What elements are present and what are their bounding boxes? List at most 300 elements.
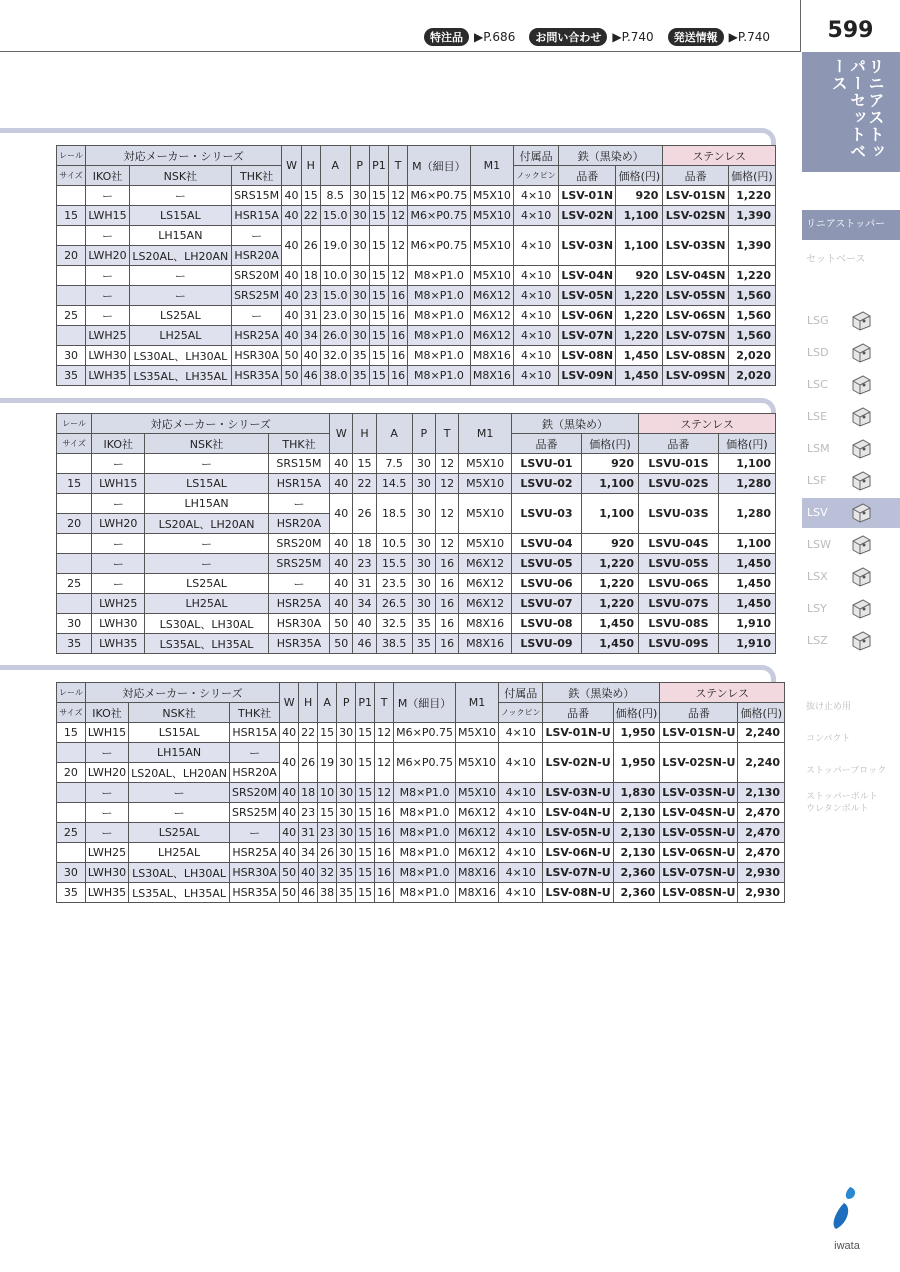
table-cell: M6X12 bbox=[470, 326, 513, 346]
table-cell: 40 bbox=[282, 286, 301, 306]
table-cell: M8×P1.0 bbox=[408, 306, 470, 326]
table-cell: 4×10 bbox=[499, 863, 543, 883]
table-cell: SRS25M bbox=[268, 554, 329, 574]
table-cell: 1,100 bbox=[582, 494, 639, 534]
table-cell: 23.0 bbox=[320, 306, 350, 326]
table-row bbox=[57, 474, 776, 494]
table-cell: 1,450 bbox=[718, 574, 775, 594]
table-cell: M6X12 bbox=[470, 286, 513, 306]
table-cell: M5X10 bbox=[459, 494, 512, 534]
table-cell: 26.5 bbox=[376, 594, 412, 614]
table-cell: 12 bbox=[389, 186, 408, 206]
table-cell: 4×10 bbox=[514, 206, 559, 226]
table-cell: HSR20A bbox=[231, 246, 282, 266]
sidebar-item-label: LSW bbox=[807, 538, 831, 551]
table-cell: 4×10 bbox=[514, 346, 559, 366]
table-cell: 2,360 bbox=[613, 863, 660, 883]
table-cell: LSV-02SN bbox=[663, 206, 728, 226]
th-maker: 対応メーカー・シリーズ bbox=[85, 683, 279, 703]
table-cell: ー bbox=[86, 286, 130, 306]
table-cell: 50 bbox=[280, 863, 299, 883]
table-cell: 46 bbox=[301, 366, 320, 386]
table-row bbox=[57, 883, 785, 903]
table-cell: 16 bbox=[389, 286, 408, 306]
table-cell: 920 bbox=[582, 534, 639, 554]
table-cell: LS15AL bbox=[145, 474, 269, 494]
section-divider-2 bbox=[0, 398, 762, 403]
table-cell: 1,910 bbox=[718, 614, 775, 634]
table-cell: M8×P1.0 bbox=[394, 863, 456, 883]
table-cell: LS15AL bbox=[129, 206, 231, 226]
table-cell: M8×P1.0 bbox=[394, 783, 456, 803]
table-cell: 1,560 bbox=[728, 306, 775, 326]
sidebar-section-set-base[interactable]: セットベース bbox=[806, 254, 866, 265]
table-cell: 1,450 bbox=[718, 554, 775, 574]
table-cell: 1,830 bbox=[613, 783, 660, 803]
table-cell: 40 bbox=[280, 783, 299, 803]
table-cell: LSVU-01S bbox=[639, 454, 719, 474]
table-cell: 50 bbox=[330, 634, 353, 654]
table-cell: 1,100 bbox=[616, 226, 663, 266]
table-cell: 30 bbox=[350, 306, 369, 326]
table-cell: 4×10 bbox=[499, 783, 543, 803]
table-cell: M5X10 bbox=[455, 783, 498, 803]
rail-size-cell bbox=[57, 286, 86, 306]
table-cell: 18 bbox=[299, 783, 318, 803]
sidebar-item-label: LSE bbox=[807, 410, 828, 423]
th-stainless: ステンレス bbox=[660, 683, 785, 703]
rail-size-cell: 20 bbox=[57, 246, 86, 266]
th-thk: THK社 bbox=[231, 166, 282, 186]
table-cell: 4×10 bbox=[499, 843, 543, 863]
table-cell: ー bbox=[129, 783, 230, 803]
table-cell: 10.0 bbox=[320, 266, 350, 286]
th-h: H bbox=[353, 414, 376, 454]
misc-block[interactable]: ストッパーブロック bbox=[806, 766, 887, 776]
table-cell: LSV-04N bbox=[559, 266, 616, 286]
table-cell: 1,560 bbox=[728, 286, 775, 306]
table-cell: 16 bbox=[389, 306, 408, 326]
table-row bbox=[57, 454, 776, 474]
table-cell: ー bbox=[92, 534, 145, 554]
table-cell: 32.0 bbox=[320, 346, 350, 366]
table-cell: ー bbox=[230, 823, 280, 843]
th-acc: 付属品 bbox=[514, 146, 559, 166]
table-cell: 2,130 bbox=[613, 823, 660, 843]
header-link-custom[interactable]: 特注品 ▶P.686 bbox=[424, 28, 515, 46]
table-cell: 23 bbox=[301, 286, 320, 306]
table-cell: 2,930 bbox=[738, 863, 785, 883]
table-cell: LS25AL bbox=[129, 306, 231, 326]
th-m: M（細目） bbox=[408, 146, 470, 186]
table-cell: 1,220 bbox=[728, 186, 775, 206]
table-cell: 40 bbox=[330, 594, 353, 614]
table-cell: LS30AL、LH30AL bbox=[129, 863, 230, 883]
table-cell: LWH30 bbox=[86, 346, 130, 366]
table-cell: 22 bbox=[301, 206, 320, 226]
table-cell: LSV-05SN-U bbox=[660, 823, 738, 843]
table-cell: 40 bbox=[280, 723, 299, 743]
table-cell: SRS20M bbox=[268, 534, 329, 554]
table-cell: 2,240 bbox=[738, 743, 785, 783]
table-cell: 15 bbox=[369, 226, 388, 266]
rail-size-cell bbox=[57, 226, 86, 246]
th-price-s: 価格(円) bbox=[718, 434, 775, 454]
th-p: P bbox=[337, 683, 356, 723]
table-cell: 30 bbox=[337, 843, 356, 863]
table-cell: ー bbox=[231, 306, 282, 326]
table-cell: 26.0 bbox=[320, 326, 350, 346]
table-cell: HSR35A bbox=[230, 883, 280, 903]
table-cell: M5X10 bbox=[470, 266, 513, 286]
table-cell: LSV-03SN bbox=[663, 226, 728, 266]
table-cell: LSV-05N-U bbox=[543, 823, 613, 843]
table-cell: M5X10 bbox=[455, 723, 498, 743]
table-row bbox=[57, 554, 776, 574]
table-cell: 1,220 bbox=[616, 326, 663, 346]
table-cell: 26 bbox=[353, 494, 376, 534]
table-cell: LS30AL、LH30AL bbox=[129, 346, 231, 366]
rail-size-cell: 35 bbox=[57, 634, 92, 654]
table-cell: M8×P1.0 bbox=[394, 843, 456, 863]
table-cell: 40 bbox=[282, 326, 301, 346]
table-cell: 2,130 bbox=[613, 843, 660, 863]
sidebar-item-lsz[interactable] bbox=[802, 626, 900, 656]
table-cell: HSR15A bbox=[268, 474, 329, 494]
table-cell: LSV-04N-U bbox=[543, 803, 613, 823]
misc-bolt[interactable]: ストッパーボルト ウレタンボルト bbox=[806, 792, 878, 814]
table-cell: 16 bbox=[375, 823, 394, 843]
table-cell: HSR30A bbox=[230, 863, 280, 883]
th-m: M（細目） bbox=[394, 683, 456, 723]
th-iron: 鉄（黒染め） bbox=[511, 414, 638, 434]
table-cell: 1,950 bbox=[613, 743, 660, 783]
table-cell: 2,470 bbox=[738, 803, 785, 823]
sidebar-item-lsc[interactable] bbox=[802, 370, 900, 400]
table-cell: 4×10 bbox=[499, 823, 543, 843]
table-cell: ー bbox=[268, 494, 329, 514]
th-w: W bbox=[280, 683, 299, 723]
table-cell: LS30AL、LH30AL bbox=[145, 614, 269, 634]
table-cell: 18.5 bbox=[376, 494, 412, 534]
table-cell: M6×P0.75 bbox=[408, 186, 470, 206]
table-cell: 38 bbox=[318, 883, 337, 903]
table-cell: M8X16 bbox=[455, 883, 498, 903]
table-cell: M8X16 bbox=[459, 614, 512, 634]
header-link-inquiry[interactable]: お問い合わせ ▶P.740 bbox=[529, 28, 653, 46]
table-row bbox=[57, 366, 776, 386]
table-cell: 23 bbox=[299, 803, 318, 823]
block-part-icon bbox=[850, 373, 872, 395]
table-cell: 12 bbox=[389, 206, 408, 226]
table-cell: LSVU-05S bbox=[639, 554, 719, 574]
table-cell: HSR25A bbox=[230, 843, 280, 863]
table-cell: LSV-01SN bbox=[663, 186, 728, 206]
table-cell: ー bbox=[145, 454, 269, 474]
table-cell: LSV-07N-U bbox=[543, 863, 613, 883]
table-cell: 1,450 bbox=[582, 634, 639, 654]
table-cell: 22 bbox=[299, 723, 318, 743]
table-cell: 30 bbox=[412, 554, 435, 574]
table-cell: 4×10 bbox=[514, 326, 559, 346]
table-cell: HSR20A bbox=[230, 763, 280, 783]
table-cell: 23.5 bbox=[376, 574, 412, 594]
table-cell: M8×P1.0 bbox=[394, 823, 456, 843]
spec-table-lsv-n-u bbox=[56, 682, 785, 903]
table-cell: LSVU-02S bbox=[639, 474, 719, 494]
table-cell: 40 bbox=[330, 554, 353, 574]
table-cell: 4×10 bbox=[514, 286, 559, 306]
table-cell: M6X12 bbox=[455, 823, 498, 843]
table-cell: 38.5 bbox=[376, 634, 412, 654]
table-row bbox=[57, 594, 776, 614]
sidebar-item-lsy[interactable] bbox=[802, 594, 900, 624]
table-cell: 1,950 bbox=[613, 723, 660, 743]
table-cell: LSV-06SN-U bbox=[660, 843, 738, 863]
sidebar-item-lsv[interactable] bbox=[802, 498, 900, 528]
th-iron: 鉄（黒染め） bbox=[543, 683, 660, 703]
sidebar-item-label: LSV bbox=[807, 506, 828, 519]
table-cell: 12 bbox=[436, 494, 459, 534]
table-cell: 30 bbox=[412, 474, 435, 494]
table-row bbox=[57, 326, 776, 346]
table-cell: M8×P1.0 bbox=[408, 286, 470, 306]
table-cell: HSR20A bbox=[268, 514, 329, 534]
header-link-shipping[interactable]: 発送情報 ▶P.740 bbox=[668, 28, 770, 46]
table-cell: M6X12 bbox=[455, 843, 498, 863]
spec-table-lsv-n bbox=[56, 145, 776, 386]
table-cell: 30 bbox=[337, 823, 356, 843]
table-cell: 16 bbox=[375, 863, 394, 883]
sidebar-item-lsm[interactable] bbox=[802, 434, 900, 464]
table-cell: 40 bbox=[353, 614, 376, 634]
table-cell: HSR25A bbox=[268, 594, 329, 614]
table-cell: 34 bbox=[299, 843, 318, 863]
th-p: P bbox=[412, 414, 435, 454]
table-cell: LWH25 bbox=[92, 594, 145, 614]
table-cell: HSR15A bbox=[231, 206, 282, 226]
sidebar-item-lsg[interactable] bbox=[802, 306, 900, 336]
table-cell: 1,220 bbox=[582, 594, 639, 614]
table-cell: LWH30 bbox=[85, 863, 128, 883]
th-t: T bbox=[436, 414, 459, 454]
table-cell: M8×P1.0 bbox=[408, 366, 470, 386]
th-part: 品番 bbox=[511, 434, 581, 454]
table-cell: 15 bbox=[369, 346, 388, 366]
th-p: P bbox=[350, 146, 369, 186]
table-cell: LSVU-06 bbox=[511, 574, 581, 594]
rail-size-cell bbox=[57, 186, 86, 206]
table-cell: LSV-01N-U bbox=[543, 723, 613, 743]
table-cell: 30 bbox=[350, 226, 369, 266]
table-row bbox=[57, 614, 776, 634]
table-cell: M8×P1.0 bbox=[394, 883, 456, 903]
th-part-s: 品番 bbox=[663, 166, 728, 186]
table-cell: 2,020 bbox=[728, 366, 775, 386]
table-cell: 4×10 bbox=[499, 883, 543, 903]
table-cell: HSR35A bbox=[231, 366, 282, 386]
th-price: 価格(円) bbox=[613, 703, 660, 723]
table-cell: LSV-04SN-U bbox=[660, 803, 738, 823]
th-part: 品番 bbox=[543, 703, 613, 723]
table-cell: LSV-05SN bbox=[663, 286, 728, 306]
table-cell: LWH15 bbox=[86, 206, 130, 226]
table-cell: 40 bbox=[330, 534, 353, 554]
misc-compact[interactable]: コンパクト bbox=[806, 734, 851, 744]
sidebar-item-lsx[interactable] bbox=[802, 562, 900, 592]
table-cell: 40 bbox=[282, 206, 301, 226]
table-cell: 1,220 bbox=[616, 306, 663, 326]
table-cell: M6X12 bbox=[459, 594, 512, 614]
th-knock: ノックピン bbox=[514, 166, 559, 186]
table-cell: 1,280 bbox=[718, 494, 775, 534]
table-cell: 2,470 bbox=[738, 843, 785, 863]
th-price-s: 価格(円) bbox=[738, 703, 785, 723]
table-cell: 30 bbox=[350, 206, 369, 226]
table-row bbox=[57, 226, 776, 246]
table-cell: M8×P1.0 bbox=[394, 803, 456, 823]
table-cell: 26 bbox=[318, 843, 337, 863]
sidebar-item-label: LSC bbox=[807, 378, 828, 391]
th-w: W bbox=[330, 414, 353, 454]
table-cell: ー bbox=[92, 554, 145, 574]
table-cell: 18 bbox=[301, 266, 320, 286]
table-cell: 35 bbox=[350, 346, 369, 366]
table-cell: 35 bbox=[337, 883, 356, 903]
th-price: 価格(円) bbox=[582, 434, 639, 454]
table-cell: LH15AN bbox=[129, 226, 231, 246]
th-thk: THK社 bbox=[268, 434, 329, 454]
table-cell: M6×P0.75 bbox=[408, 206, 470, 226]
table-cell: LWH35 bbox=[92, 634, 145, 654]
table-cell: SRS25M bbox=[231, 286, 282, 306]
table-cell: LWH25 bbox=[85, 843, 128, 863]
table-cell: 30 bbox=[337, 803, 356, 823]
rail-size-cell: 35 bbox=[57, 883, 86, 903]
th-size: サイズ bbox=[57, 166, 86, 186]
table-cell: ー bbox=[86, 306, 130, 326]
th-a: A bbox=[376, 414, 412, 454]
table-cell: LSVU-03 bbox=[511, 494, 581, 534]
block-part-icon bbox=[850, 437, 872, 459]
table-cell: LWH35 bbox=[86, 366, 130, 386]
sidebar-item-lse[interactable] bbox=[802, 402, 900, 432]
table-cell: 2,930 bbox=[738, 883, 785, 903]
misc-nuke[interactable]: 抜け止め用 bbox=[806, 702, 852, 712]
table-cell: LSV-03N-U bbox=[543, 783, 613, 803]
table-cell: SRS15M bbox=[231, 186, 282, 206]
table-cell: 15 bbox=[356, 883, 375, 903]
table-cell: LWH20 bbox=[86, 246, 130, 266]
table-cell: 920 bbox=[616, 266, 663, 286]
th-maker: 対応メーカー・シリーズ bbox=[92, 414, 330, 434]
table-cell: 12 bbox=[375, 743, 394, 783]
table-cell: 40 bbox=[299, 863, 318, 883]
table-cell: 16 bbox=[375, 803, 394, 823]
table-cell: 35 bbox=[412, 634, 435, 654]
table-cell: 15 bbox=[356, 783, 375, 803]
sidebar-item-label: LSX bbox=[807, 570, 828, 583]
sidebar-item-label: LSF bbox=[807, 474, 827, 487]
iwata-logo bbox=[822, 1185, 872, 1255]
table-cell: M5X10 bbox=[459, 474, 512, 494]
table-cell: 30 bbox=[412, 534, 435, 554]
table-cell: M5X10 bbox=[455, 743, 498, 783]
table-cell: 1,220 bbox=[582, 554, 639, 574]
table-cell: 2,240 bbox=[738, 723, 785, 743]
table-row bbox=[57, 823, 785, 843]
rail-size-cell bbox=[57, 743, 86, 763]
th-a: A bbox=[320, 146, 350, 186]
table-cell: LS20AL、LH20AN bbox=[129, 246, 231, 266]
table-cell: M6X12 bbox=[459, 554, 512, 574]
table-cell: LSV-03N bbox=[559, 226, 616, 266]
table-cell: ー bbox=[268, 574, 329, 594]
sidebar-item-label: LSY bbox=[807, 602, 827, 615]
table-cell: LSVU-04 bbox=[511, 534, 581, 554]
table-cell: M8X16 bbox=[470, 366, 513, 386]
table-cell: ー bbox=[129, 266, 231, 286]
table-cell: LSV-09N bbox=[559, 366, 616, 386]
sidebar-item-lsf[interactable] bbox=[802, 466, 900, 496]
table-cell: 31 bbox=[301, 306, 320, 326]
block-part-icon bbox=[850, 629, 872, 651]
table-cell: 34 bbox=[301, 326, 320, 346]
sidebar-item-lsd[interactable] bbox=[802, 338, 900, 368]
table-cell: LWH30 bbox=[92, 614, 145, 634]
table-cell: 1,450 bbox=[582, 614, 639, 634]
th-p1: P1 bbox=[356, 683, 375, 723]
table-cell: M5X10 bbox=[470, 206, 513, 226]
table-cell: 2,130 bbox=[613, 803, 660, 823]
table-cell: 1,280 bbox=[718, 474, 775, 494]
table-row bbox=[57, 574, 776, 594]
table-row bbox=[57, 266, 776, 286]
table-cell: 40 bbox=[280, 743, 299, 783]
th-t: T bbox=[375, 683, 394, 723]
table-cell: 16 bbox=[389, 366, 408, 386]
table-cell: 30 bbox=[412, 594, 435, 614]
table-row bbox=[57, 206, 776, 226]
table-cell: ー bbox=[86, 186, 130, 206]
table-cell: 1,450 bbox=[616, 366, 663, 386]
table-cell: 15 bbox=[369, 306, 388, 326]
table-cell: SRS15M bbox=[268, 454, 329, 474]
table-row bbox=[57, 723, 785, 743]
table-cell: M8×P1.0 bbox=[408, 346, 470, 366]
sidebar-section-linear-stopper[interactable]: リニアストッパー bbox=[802, 210, 900, 240]
table-cell: LWH25 bbox=[86, 326, 130, 346]
table-cell: HSR25A bbox=[231, 326, 282, 346]
table-cell: LSV-07N bbox=[559, 326, 616, 346]
rail-size-cell: 20 bbox=[57, 514, 92, 534]
table-cell: 30 bbox=[350, 186, 369, 206]
rail-size-cell bbox=[57, 454, 92, 474]
table-cell: 30 bbox=[350, 326, 369, 346]
rail-size-cell bbox=[57, 554, 92, 574]
table-cell: SRS20M bbox=[230, 783, 280, 803]
th-p1: P1 bbox=[369, 146, 388, 186]
category-title: リニアストッパーセットベース bbox=[802, 52, 900, 172]
sidebar-item-lsw[interactable] bbox=[802, 530, 900, 560]
table-row bbox=[57, 634, 776, 654]
table-cell: M6×P0.75 bbox=[394, 723, 456, 743]
table-row bbox=[57, 863, 785, 883]
table-cell: ー bbox=[129, 286, 231, 306]
table-cell: LS35AL、LH35AL bbox=[129, 366, 231, 386]
brand-text: iwata bbox=[834, 1240, 860, 1252]
table-cell: ー bbox=[92, 454, 145, 474]
